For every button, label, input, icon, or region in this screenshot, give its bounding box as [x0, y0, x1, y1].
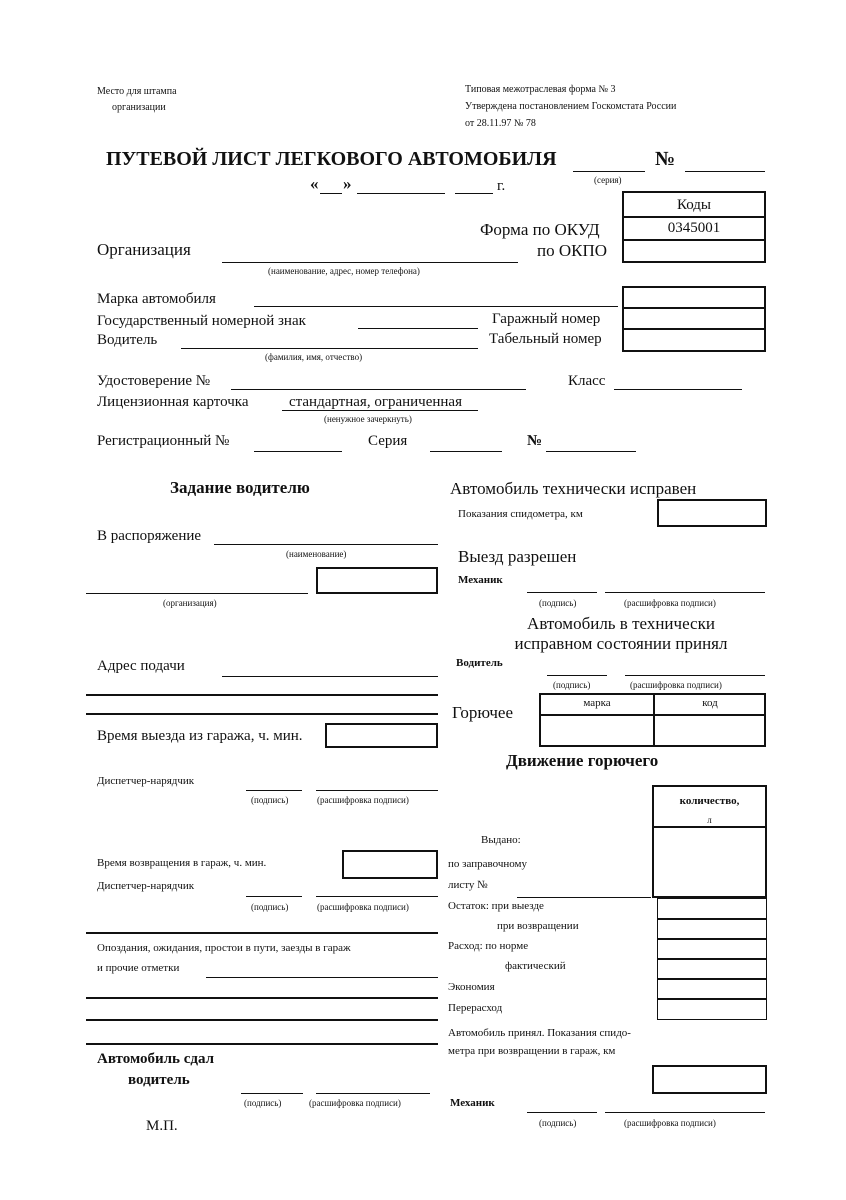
okpo-label: по ОКПО	[537, 241, 608, 260]
issued-label: Выдано:	[481, 834, 521, 846]
driver-accept-signature-line[interactable]	[547, 675, 607, 676]
stamp-label: М.П.	[146, 1118, 178, 1134]
exit-allowed: Выезд разрешен	[458, 547, 577, 566]
mechanic-decode-hint: (расшифровка подписи)	[624, 598, 716, 608]
signature-hint-3: (подпись)	[244, 1098, 282, 1108]
card-line[interactable]	[282, 410, 478, 411]
station-label-2: листу №	[448, 879, 488, 891]
vehicle-codes-divider-1	[622, 307, 766, 309]
day-line[interactable]	[320, 193, 342, 194]
class-line[interactable]	[614, 389, 742, 390]
dispatcher2-decode-line[interactable]	[316, 896, 438, 897]
stamp-place-label: Место для штампа	[97, 86, 177, 97]
task-title: Задание водителю	[170, 478, 310, 497]
organization-hint-2: (организация)	[163, 598, 217, 608]
economy-cell[interactable]	[657, 979, 767, 999]
okud-label: Форма по ОКУД	[480, 220, 600, 239]
dispatcher2-label: Диспетчер-нарядчик	[97, 880, 195, 892]
organization-hint: (наименование, адрес, номер телефона)	[268, 266, 420, 276]
driver-accept-signature-hint: (подпись)	[553, 680, 591, 690]
registration-series-label: Серия	[368, 433, 408, 449]
number-sign: №	[655, 148, 676, 170]
decode-hint: (расшифровка подписи)	[317, 795, 409, 805]
accepted-line-1: Автомобиль в технически	[527, 614, 715, 633]
fuel-code-field[interactable]	[655, 716, 765, 746]
organization-name-line[interactable]	[86, 593, 308, 594]
handed-over-label-1: Автомобиль сдал	[97, 1051, 214, 1067]
economy-label: Экономия	[448, 981, 495, 993]
document-title: ПУТЕВОЙ ЛИСТ ЛЕГКОВОГО АВТОМОБИЛЯ	[106, 148, 557, 170]
return-text-2: метра при возвращении в гараж, км	[448, 1045, 616, 1057]
codes-divider-1	[622, 216, 766, 218]
dispatcher2-signature-line[interactable]	[246, 896, 302, 897]
number-line[interactable]	[685, 171, 765, 172]
delays-line-2[interactable]	[86, 997, 438, 999]
return-mechanic-label: Механик	[450, 1097, 495, 1109]
year-line[interactable]	[455, 193, 493, 194]
fuel-label: Горючее	[452, 703, 514, 722]
class-label: Класс	[568, 373, 606, 389]
date-open-quote: «	[310, 174, 319, 193]
driver-hint: (фамилия, имя, отчество)	[265, 352, 363, 362]
station-number-line[interactable]	[517, 897, 651, 898]
driver-accept-decode-hint: (расшифровка подписи)	[630, 680, 722, 690]
depart-time-box[interactable]	[325, 723, 438, 748]
disposal-label: В распоряжение	[97, 528, 202, 544]
quantity-header-2: л	[707, 815, 712, 825]
overuse-label: Перерасход	[448, 1002, 503, 1014]
month-line[interactable]	[357, 193, 445, 194]
fuel-movement-title: Движение горючего	[506, 751, 659, 770]
accepted-line-2: исправном состоянии принял	[514, 634, 728, 653]
return-time-label: Время возвращения в гараж, ч. мин.	[97, 857, 267, 869]
tab-number-label: Табельный номер	[489, 331, 602, 347]
handed-over-label-2: водитель	[128, 1072, 190, 1088]
registration-label: Регистрационный №	[97, 433, 230, 449]
address-line-1[interactable]	[222, 676, 438, 677]
fuel-code-header: код	[702, 697, 718, 709]
handed-signature-line[interactable]	[241, 1093, 303, 1094]
vehicle-codes-divider-2	[622, 328, 766, 330]
return-mechanic-decode-hint: (расшифровка подписи)	[624, 1118, 716, 1128]
delays-line-3[interactable]	[86, 1019, 438, 1021]
organization-label: Организация	[97, 240, 191, 259]
remainder-label-2: при возвращении	[497, 920, 579, 932]
card-value: стандартная, ограниченная	[289, 394, 462, 410]
delays-top-line	[86, 932, 438, 934]
decode-hint-3: (расшифровка подписи)	[309, 1098, 401, 1108]
registration-number-line[interactable]	[546, 451, 636, 452]
signature-hint-2: (подпись)	[251, 902, 289, 912]
station-label-1: по заправочному	[448, 858, 527, 870]
driver-accept-decode-line[interactable]	[625, 675, 765, 676]
driver-line[interactable]	[181, 348, 478, 349]
decode-hint-2: (расшифровка подписи)	[317, 902, 409, 912]
registration-number-sign: №	[527, 433, 543, 449]
mechanic-decode-line[interactable]	[605, 592, 765, 593]
brand-line[interactable]	[254, 306, 618, 307]
stamp-place-label-2: организации	[112, 102, 166, 113]
delays-label-1: Опоздания, ожидания, простои в пути, заезды в гараж	[97, 942, 351, 954]
brand-label: Марка автомобиля	[97, 291, 216, 307]
series-hint: (серия)	[594, 175, 622, 185]
mechanic-signature-line[interactable]	[527, 592, 597, 593]
form-info-line-3: от 28.11.97 № 78	[465, 118, 536, 129]
remainder-return-cell[interactable]	[657, 919, 767, 939]
address-line-3[interactable]	[86, 713, 438, 715]
fuel-brand-header: марка	[583, 697, 611, 709]
delays-line-4[interactable]	[86, 1043, 438, 1045]
quantity-header-1: количество,	[679, 795, 740, 807]
address-label: Адрес подачи	[97, 658, 185, 674]
date-close-quote: »	[343, 174, 352, 193]
delays-label-2: и прочие отметки	[97, 962, 180, 974]
form-info-line-2: Утверждена постановлением Госкомстата России	[465, 101, 677, 112]
card-hint: (ненужное зачеркнуть)	[324, 414, 412, 424]
remainder-label-1: Остаток: при выезде	[448, 900, 544, 912]
consumption-label-2: фактический	[505, 960, 566, 972]
return-mechanic-signature-line[interactable]	[527, 1112, 597, 1113]
dispatcher-signature-line[interactable]	[246, 790, 302, 791]
card-label: Лицензионная карточка	[97, 394, 249, 410]
address-line-2[interactable]	[86, 694, 438, 696]
driver-label: Водитель	[97, 332, 158, 348]
depart-time-label: Время выезда из гаража, ч. мин.	[97, 728, 303, 744]
plate-line[interactable]	[358, 328, 478, 329]
driver-accept-label: Водитель	[456, 657, 503, 669]
series-line[interactable]	[573, 171, 645, 172]
organization-line[interactable]	[222, 262, 518, 263]
mechanic-label: Механик	[458, 574, 503, 586]
signature-hint: (подпись)	[251, 795, 289, 805]
tech-ok-title: Автомобиль технически исправен	[450, 479, 697, 498]
overuse-cell[interactable]	[657, 999, 767, 1020]
remainder-depart-cell[interactable]	[657, 898, 767, 919]
dispatcher-label: Диспетчер-нарядчик	[97, 775, 195, 787]
registration-line[interactable]	[254, 451, 342, 452]
return-text-1: Автомобиль принял. Показания спидо-	[448, 1027, 631, 1039]
year-suffix: г.	[497, 178, 506, 194]
garage-number-label: Гаражный номер	[492, 311, 601, 327]
okud-value: 0345001	[667, 220, 721, 236]
delays-line-1[interactable]	[206, 977, 438, 978]
organization-code-box[interactable]	[316, 567, 438, 594]
consumption-norm-cell[interactable]	[657, 939, 767, 959]
registration-series-line[interactable]	[430, 451, 502, 452]
plate-label: Государственный номерной знак	[97, 313, 306, 329]
handed-decode-line[interactable]	[316, 1093, 430, 1094]
disposal-hint: (наименование)	[286, 549, 347, 559]
return-mechanic-decode-line[interactable]	[605, 1112, 765, 1113]
codes-header: Коды	[676, 197, 712, 213]
disposal-line[interactable]	[214, 544, 438, 545]
consumption-actual-cell[interactable]	[657, 959, 767, 979]
license-line[interactable]	[231, 389, 526, 390]
vehicle-codes-table	[622, 286, 766, 352]
return-odometer-box[interactable]	[652, 1065, 767, 1094]
okpo-code-field[interactable]	[622, 239, 766, 263]
consumption-label-1: Расход: по норме	[448, 940, 529, 952]
odometer-box[interactable]	[657, 499, 767, 527]
fuel-brand-field[interactable]	[541, 716, 653, 746]
mechanic-signature-hint: (подпись)	[539, 598, 577, 608]
return-time-box[interactable]	[342, 850, 438, 879]
form-info-line-1: Типовая межотраслевая форма № 3	[465, 84, 616, 95]
return-mechanic-signature-hint: (подпись)	[539, 1118, 577, 1128]
issued-quantity-cell[interactable]	[652, 826, 767, 898]
license-label: Удостоверение №	[97, 373, 211, 389]
odometer-label: Показания спидометра, км	[458, 508, 583, 520]
dispatcher-decode-line[interactable]	[316, 790, 438, 791]
